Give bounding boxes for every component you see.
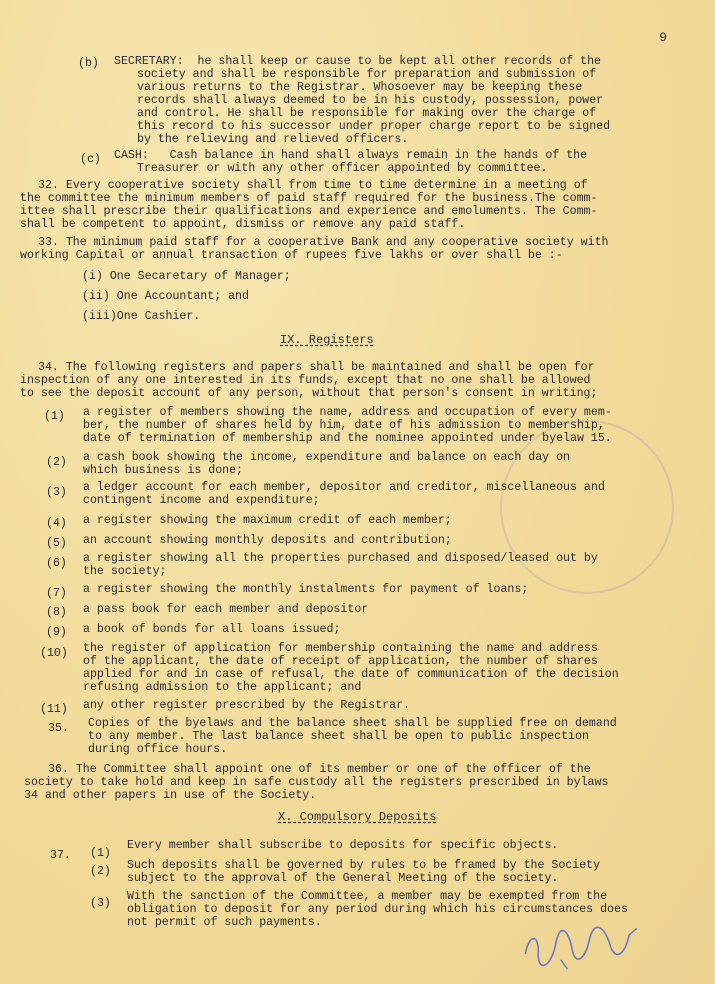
para-37-number: 37. [50,849,71,862]
signature-scribble [518,916,651,975]
para-32-line-1: 32. Every cooperative society shall from time to time determine in a meeting of [38,179,588,192]
register-1-line-3: date of termination of membership and the nominee appointed under byelaw 15. [83,432,612,445]
deposit-2-line-2: subject to the approval of the General Meeting of the society. [127,872,559,885]
staff-item-2: (ii) One Accountant; and [82,290,249,303]
register-8-line-1: a pass book for each member and depositor [83,603,369,616]
register-1-line-1: a register of members showing the name, address and occupation of every mem- [83,406,612,419]
register-num-4: (4) [46,517,67,530]
secretary-line-3: various returns to the Registrar. Whosoever may be keeping these [137,81,583,94]
para-34-line-1: 34. The following registers and papers shall be maintained and shall be open for [38,361,595,374]
register-3-line-2: contingent income and expenditure; [83,494,320,507]
register-num-1: (1) [44,410,65,423]
register-num-11: (11) [40,703,68,716]
register-10-line-4: refusing admission to the applicant; and [83,681,362,694]
cash-line-2: Treasurer or with any other officer appointed by committee. [137,162,548,175]
secretary-line-6: this record to his successor under proper charge report to be signed [137,120,611,133]
item-label-b: (b) [78,57,99,70]
register-num-8: (8) [46,606,67,619]
staff-item-1: (i) One Secaretary of Manager; [82,270,291,283]
register-10-line-1: the register of application for membership containing the name and address [83,642,598,655]
secretary-line-2: society and shall be responsible for preparation and submission of [137,68,597,81]
para-32-line-4: shall be competent to appoint, dismiss or remove any paid staff. [20,218,466,231]
register-2-line-1: a cash book showing the income, expenditure and balance on each day on [83,451,571,464]
secretary-line-5: and control. He shall be responsible for making over the charge of [137,107,597,120]
register-4-line-1: a register showing the maximum credit of each member; [83,514,452,527]
register-num-3: (3) [46,486,67,499]
register-11-line-1: any other register prescribed by the Registrar. [83,699,410,712]
register-10-line-2: of the applicant, the date of receipt of application, the number of shares [83,655,598,668]
deposit-num-2: (2) [90,865,111,878]
para-34-line-3: to see the deposit account of any person, without that person's consent in writing; [20,387,598,400]
para-36-line-3: 34 and other papers in use of the Society. [24,789,317,802]
register-9-line-1: a book of bonds for all loans issued; [83,623,341,636]
register-7-line-1: a register showing the monthly instalments for payment of loans; [83,583,529,596]
register-5-line-1: an account showing monthly deposits and contribution; [83,534,452,547]
faded-stamp [500,420,674,594]
staff-item-3: (iii)One Cashier. [82,310,201,323]
register-num-2: (2) [46,456,67,469]
para-36-line-1: 36. The Committee shall appoint one of its member or one of the officer of the [48,763,591,776]
secretary-line-4: records shall always deemed to be in his custody, possession, power [137,94,604,107]
deposit-3-line-1: With the sanction of the Committee, a member may be exempted from the [127,890,608,903]
section-heading-registers [280,333,374,347]
secretary-line-1: SECRETARY: he shall keep or cause to be kept all other records of the [114,55,602,68]
register-num-5: (5) [46,537,67,550]
section-heading-deposits-text: X. Compulsory Deposits [278,810,437,824]
deposit-3-line-2: obligation to deposit for any period during which his circumstances does [127,903,628,916]
register-num-6: (6) [46,557,67,570]
para-35-number: 35. [48,722,69,735]
section-heading-deposits [278,810,436,824]
deposit-num-1: (1) [90,847,111,860]
para-34-line-2: inspection of any one interested in its funds, except that no one shall be allowed [20,374,591,387]
para-35-line-2: to any member. The last balance sheet shall be open to public inspection [88,730,589,743]
register-num-10: (10) [40,647,68,660]
para-33-line-2: working Capital or annual transaction of rupees five lakhs or over shall be :- [20,249,563,262]
deposit-num-3: (3) [90,897,111,910]
section-heading-registers-text: IX. Registers [280,333,374,347]
deposit-1-line-1: Every member shall subscribe to deposits for specific objects. [127,839,559,852]
cash-line-1: CASH: Cash balance in hand shall always remain in the hands of the [114,149,588,162]
register-6-line-1: a register showing all the properties purchased and disposed/leased out by [83,552,598,565]
deposit-3-line-3: not permit of such payments. [127,916,322,929]
page-number: 9 [659,30,667,45]
para-36-line-2: society to take hold and keep in safe custody all the registers prescribed in bylaws [24,776,609,789]
handwritten-signature [518,916,652,980]
secretary-line-7: by the relieving and relieved officers. [137,133,409,146]
deposit-2-line-1: Such deposits shall be governed by rules to be framed by the Society [127,859,601,872]
para-35-line-3: during office hours. [88,743,228,756]
register-num-9: (9) [46,626,67,639]
para-33-line-1: 33. The minimum paid staff for a cooperative Bank and any cooperative society with [38,236,609,249]
para-32-line-2: the committee the minimum members of paid staff required for the business.The comm- [20,192,598,205]
register-2-line-2: which business is done; [83,464,244,477]
register-1-line-2: ber, the number of shares held by him, date of his admission to membership, [83,419,605,432]
item-label-c: (c) [80,153,101,166]
para-32-line-3: ittee shall prescribe their qualifications and experience and emoluments. The Comm- [20,205,598,218]
register-6-line-2: the society; [83,565,167,578]
register-10-line-3: applied for and in case of refusal, the date of communication of the decision [83,668,619,681]
register-num-7: (7) [46,587,67,600]
para-35-line-1: Copies of the byelaws and the balance sheet shall be supplied free on demand [88,717,617,730]
register-3-line-1: a ledger account for each member, depositor and creditor, miscellaneous and [83,481,605,494]
